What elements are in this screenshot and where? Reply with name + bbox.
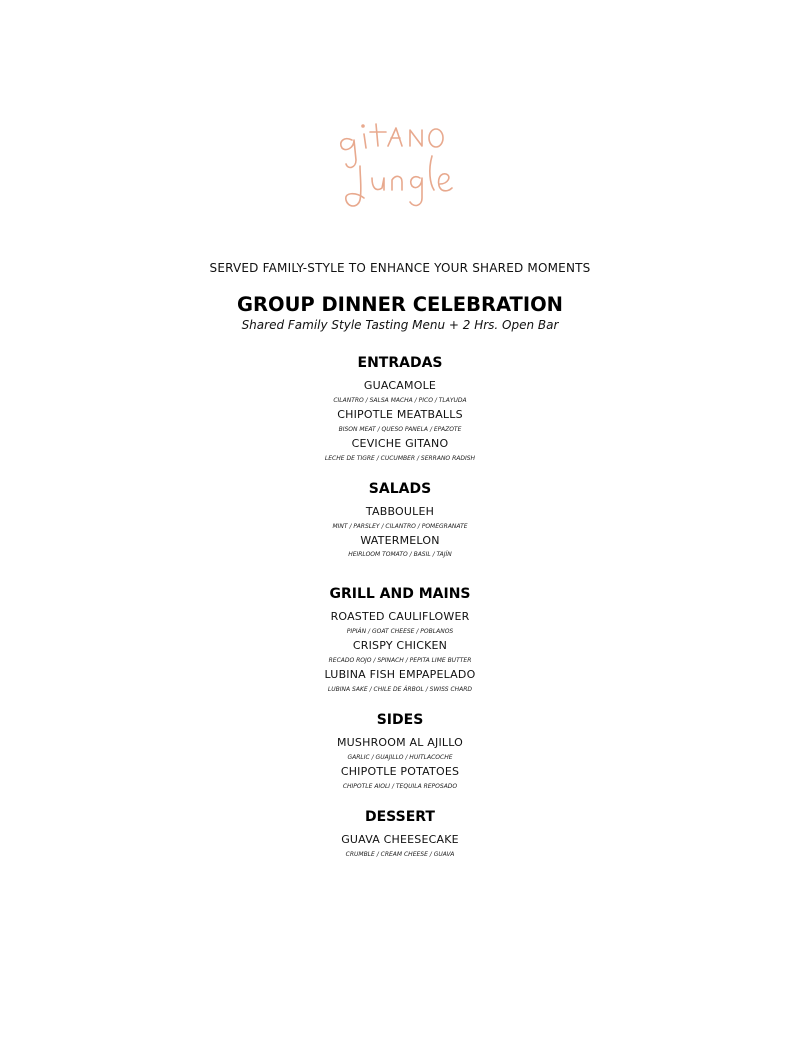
dish-description: CHIPOTLE AIOLI / TEQUILA REPOSADO: [342, 783, 458, 790]
dish-description: BISON MEAT / QUESO PANELA / EPAZOTE: [338, 426, 462, 433]
dish-name: TABBOULEH: [365, 505, 435, 518]
dish-description: CRUMBLE / CREAM CHEESE / GUAVA: [345, 851, 455, 858]
dish-description: CILANTRO / SALSA MACHA / PICO / TLAYUDA: [333, 397, 467, 404]
dish-name: GUAVA CHEESECAKE: [341, 833, 459, 846]
dish-name: CEVICHE GITANO: [351, 437, 449, 450]
dish-description: LUBINA SAKE / CHILE DE ÁRBOL / SWISS CHARD: [327, 686, 473, 693]
dish-description: PIPIÁN / GOAT CHEESE / POBLANOS: [346, 628, 454, 635]
dish-name: CHIPOTLE POTATOES: [340, 765, 460, 778]
restaurant-logo: [330, 112, 470, 216]
dish-name: GUACAMOLE: [363, 379, 437, 392]
dish-name: WATERMELON: [360, 534, 440, 547]
menu-subtitle: Shared Family Style Tasting Menu + 2 Hrs. Open Bar: [241, 318, 559, 332]
dish-name: ROASTED CAULIFLOWER: [330, 610, 470, 623]
gitano-jungle-logo-icon: [330, 112, 470, 216]
section-title-entradas: ENTRADAS: [357, 355, 443, 371]
dish-name: MUSHROOM AL AJILLO: [336, 736, 464, 749]
menu-title: GROUP DINNER CELEBRATION: [236, 293, 563, 316]
section-title-dessert: DESSERT: [365, 809, 435, 825]
dish-name: LUBINA FISH EMPAPELADO: [324, 668, 476, 681]
dish-description: GARLIC / GUAJILLO / HUITLACOCHE: [347, 754, 453, 761]
dish-description: RECADO ROJO / SPINACH / PEPITA LIME BUTTER: [328, 657, 472, 664]
dish-description: LECHE DE TIGRE / CUCUMBER / SERRANO RADISH: [324, 455, 476, 462]
dish-description: HEIRLOOM TOMATO / BASIL / TAJÍN: [348, 551, 452, 558]
section-title-sides: SIDES: [376, 712, 424, 728]
dish-name: CRISPY CHICKEN: [352, 639, 448, 652]
section-title-grill-and-mains: GRILL AND MAINS: [329, 586, 471, 602]
tagline: SERVED FAMILY-STYLE TO ENHANCE YOUR SHARED MOMENTS: [209, 261, 591, 275]
dish-description: MINT / PARSLEY / CILANTRO / POMEGRANATE: [332, 523, 468, 530]
section-title-salads: SALADS: [368, 481, 432, 497]
dish-name: CHIPOTLE MEATBALLS: [337, 408, 463, 421]
